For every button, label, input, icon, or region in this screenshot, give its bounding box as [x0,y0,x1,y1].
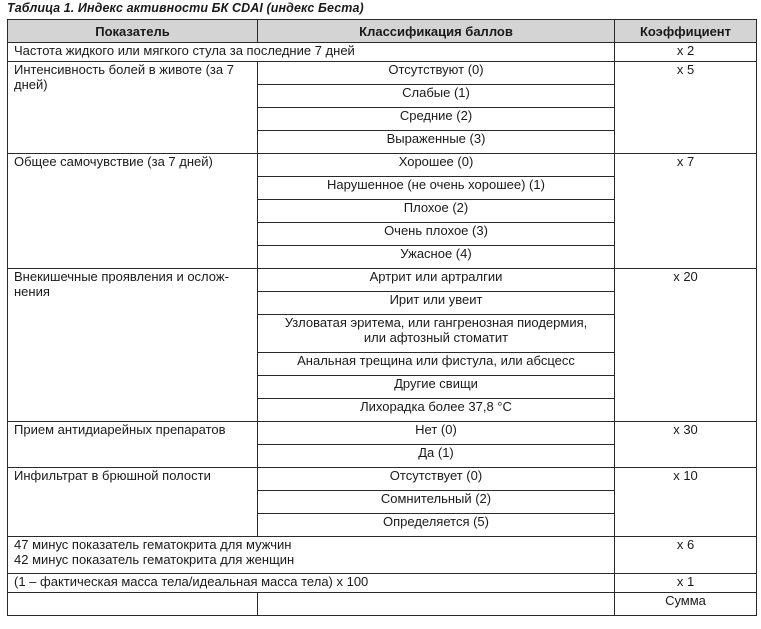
sum-cell: Сумма [615,593,757,616]
class-cell: Ирит или увеит [258,292,615,315]
class-cell: Отсутствует (0) [258,468,615,491]
coefficient-stool: x 2 [615,43,757,62]
coefficient-hematocrit: x 6 [615,537,757,574]
indicator-stool: Частота жидкого или мягкого стула за последние 7 дней [8,43,615,62]
class-cell [258,315,615,353]
table-row [8,62,757,85]
table-caption: Таблица 1. Индекс активности БК CDAI (индекс Беста) [7,1,364,15]
header-classification: Классификация баллов [258,20,615,43]
table-row [8,43,757,62]
class-cell: Анальная трещина или фистула, или абсцесс [258,353,615,376]
header-coefficient: Коэффициент [615,20,757,43]
table-row [8,468,757,491]
header-indicator: Показатель [8,20,258,43]
table-row [8,593,757,616]
class-cell: Средние (2) [258,108,615,131]
indicator-hematocrit [8,537,615,574]
table-row [8,154,757,177]
indicator-pain: Интенсивность болей в животе (за 7 дней) [8,62,258,154]
class-cell: Отсутствуют (0) [258,62,615,85]
class-cell: Плохое (2) [258,200,615,223]
class-cell: Нарушенное (не очень хорошее) (1) [258,177,615,200]
class-cell: Лихорадка более 37,8 °С [258,399,615,422]
coefficient-pain: x 5 [615,62,757,154]
class-cell: Нет (0) [258,422,615,445]
empty-cell [258,593,615,616]
class-cell: Да (1) [258,445,615,468]
indicator-infiltrate: Инфильтрат в брюшной полости [8,468,258,537]
coefficient-antidiarrheal: x 30 [615,422,757,468]
table-row [8,422,757,445]
class-cell: Очень плохое (3) [258,223,615,246]
indicator-line: 42 минус показатель гематокрита для женщин [14,552,295,567]
cdai-table [7,19,757,616]
empty-cell [8,593,258,616]
class-cell: Артрит или артралгии [258,269,615,292]
class-cell: Выраженные (3) [258,131,615,154]
class-line: или афтозный стоматит [363,330,509,345]
indicator-wellbeing: Общее самочувствие (за 7 дней) [8,154,258,269]
indicator-antidiarrheal: Прием антидиарейных препаратов [8,422,258,468]
indicator-extraintestinal [8,269,258,422]
header-row [8,20,757,43]
coefficient-wellbeing: x 7 [615,154,757,269]
coefficient-infiltrate: x 10 [615,468,757,537]
coefficient-weight: x 1 [615,574,757,593]
indicator-line: Внекишечные проявления и ослож- [14,269,229,284]
class-cell: Другие свищи [258,376,615,399]
indicator-line: 47 минус показатель гематокрита для мужчин [14,537,292,552]
class-cell: Хорошее (0) [258,154,615,177]
class-cell: Ужасное (4) [258,246,615,269]
class-line: Узловатая эритема, или гангренозная пиодермия, [284,315,588,330]
table-row [8,537,757,574]
indicator-line: нения [14,284,50,299]
class-cell: Сомнительный (2) [258,491,615,514]
class-cell: Слабые (1) [258,85,615,108]
table-row [8,574,757,593]
coefficient-extraintestinal: x 20 [615,269,757,422]
indicator-weight: (1 – фактическая масса тела/идеальная масса тела) x 100 [8,574,615,593]
table-row [8,269,757,292]
class-cell: Определяется (5) [258,514,615,537]
